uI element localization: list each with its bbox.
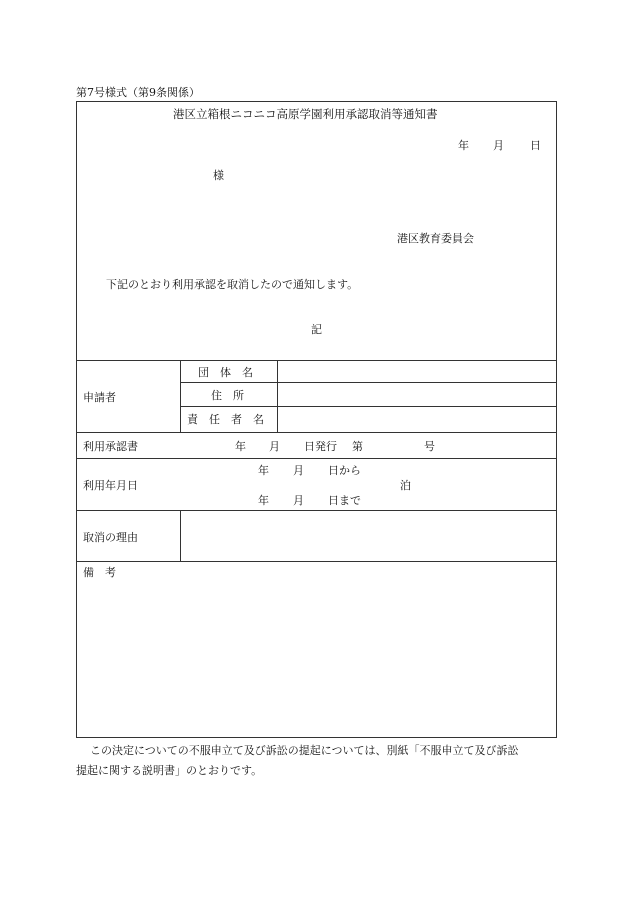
to-year: 年 <box>258 494 269 507</box>
approval-year: 年 <box>235 440 246 453</box>
table-rule <box>76 458 557 459</box>
remarks-label: 備 考 <box>83 566 116 579</box>
reason-label: 取消の理由 <box>83 531 138 544</box>
issuer: 港区教育委員会 <box>397 232 474 245</box>
approval-issued: 日発行 <box>304 440 337 453</box>
date-month: 月 <box>493 139 504 152</box>
to-month: 月 <box>293 494 304 507</box>
usage-date-label: 利用年月日 <box>83 479 138 492</box>
approval-month: 月 <box>269 440 280 453</box>
table-rule <box>76 510 557 511</box>
group-name-label: 団 体 名 <box>198 366 253 379</box>
form-number: 第7号様式（第9条関係） <box>76 86 200 99</box>
from-day: 日から <box>328 464 361 477</box>
footer-line-2: 提起に関する説明書」のとおりです。 <box>76 764 263 777</box>
date-year: 年 <box>458 139 469 152</box>
date-day: 日 <box>530 139 541 152</box>
from-month: 月 <box>293 464 304 477</box>
to-day: 日まで <box>328 494 361 507</box>
approval-go: 号 <box>424 440 435 453</box>
table-rule <box>76 360 557 361</box>
table-rule <box>180 406 557 407</box>
footer-line-1: この決定についての不服申立て及び訴訟の提起については、別紙「不服申立て及び訴訟 <box>90 744 519 757</box>
table-rule <box>76 561 557 562</box>
from-year: 年 <box>258 464 269 477</box>
table-rule <box>180 360 181 432</box>
table-rule <box>277 360 278 432</box>
nights: 泊 <box>400 479 411 492</box>
table-rule <box>180 382 557 383</box>
ki-heading: 記 <box>311 323 322 336</box>
addressee-suffix: 様 <box>213 169 224 182</box>
form-title: 港区立箱根ニコニコ高原学園利用承認取消等通知書 <box>173 107 438 121</box>
address-label: 住 所 <box>211 389 244 402</box>
applicant-label: 申請者 <box>83 391 116 404</box>
responsible-person-label: 責 任 者 名 <box>187 413 264 426</box>
approval-label: 利用承認書 <box>83 440 138 453</box>
table-rule <box>76 432 557 433</box>
table-rule <box>180 510 181 561</box>
notice-text: 下記のとおり利用承認を取消したので通知します。 <box>106 278 359 291</box>
notice-form-frame <box>76 101 557 738</box>
approval-dai: 第 <box>352 440 363 453</box>
